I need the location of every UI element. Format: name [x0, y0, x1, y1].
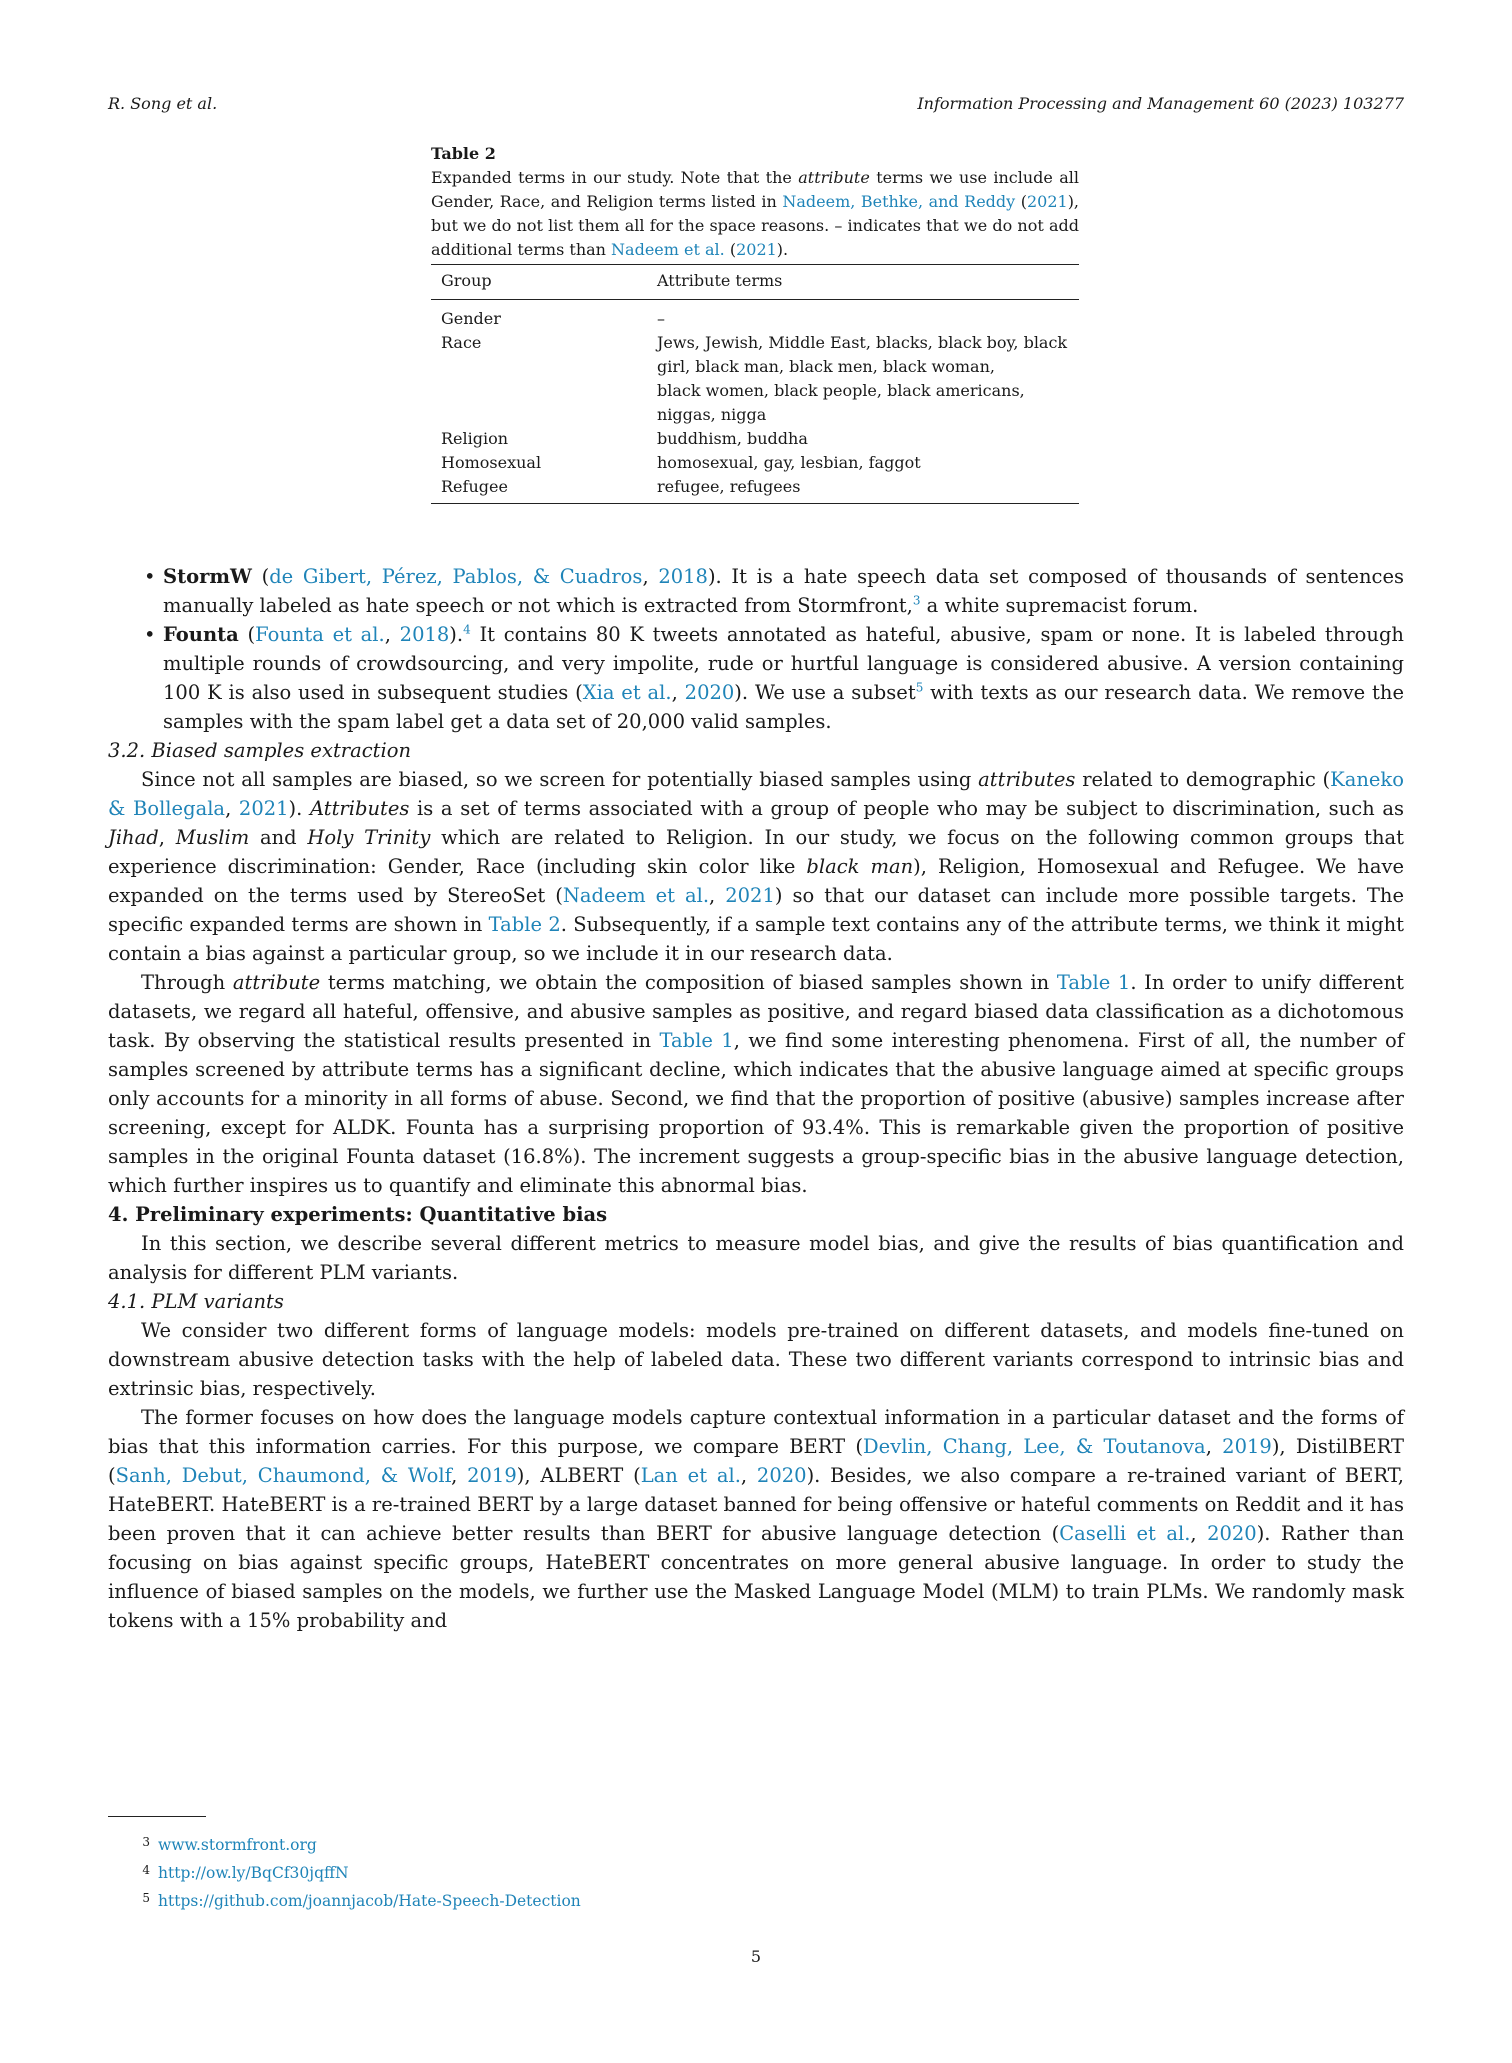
citation-link[interactable]: de Gibert, Pérez, Pablos, & Cuadros: [269, 565, 643, 588]
section-heading-3-2: 3.2. Biased samples extraction: [108, 739, 412, 762]
paragraph: [108, 968, 1404, 1200]
table-ref-link[interactable]: Table 1: [1056, 971, 1131, 994]
citation-year-link[interactable]: 2019: [467, 1464, 517, 1487]
footnote-number: 4: [142, 1863, 150, 1877]
emphasis: black man: [806, 855, 914, 878]
table-label: Table 2: [431, 144, 496, 163]
citation-link[interactable]: Nadeem et al.: [611, 240, 725, 259]
citation-link[interactable]: Nadeem, Bethke, and Reddy: [782, 192, 1016, 211]
terms-cell: Jews, Jewish, Middle East, blacks, black boy, black girl, black man, black men, black woman, black women, black people, black americans, niggas, nigga: [657, 333, 1068, 424]
caption-text: (: [1015, 192, 1027, 211]
body-text: ,: [709, 884, 726, 907]
table-row: [431, 427, 1079, 451]
terms-cell: buddhism, buddha: [657, 429, 808, 448]
body-text: ) so that our dataset can include more possible targets. The specific expanded terms are shown in: [108, 884, 1405, 936]
paragraph: [108, 1403, 1404, 1635]
citation-link[interactable]: Kaneko & Bollegala: [108, 768, 1404, 820]
footnote-item: [108, 1886, 581, 1914]
terms-table: [431, 264, 1079, 504]
running-header: [108, 94, 1404, 113]
citation-year-link[interactable]: 2021: [736, 240, 777, 259]
caption-text: ), but we do not list them all for the space reasons. – indicates that we do not add additional terms than: [431, 192, 1080, 259]
table-header-row: [431, 265, 1079, 300]
body-text: ,: [1190, 1522, 1208, 1545]
citation-year-link[interactable]: 2018: [658, 565, 708, 588]
body-text: and: [249, 826, 308, 849]
group-cell: Religion: [441, 429, 509, 448]
caption-emphasis: attribute: [798, 168, 870, 187]
body-text: ), Religion, Homosexual and Refugee. We have expanded on the terms used by StereoSet (: [108, 855, 1404, 907]
citation-year-link[interactable]: 2020: [756, 1464, 807, 1487]
main-body: [108, 562, 1404, 1635]
page-number: 5: [750, 1947, 762, 1966]
body-text: ,: [671, 681, 685, 704]
body-text: ). It is a hate speech data set composed of thousands of sentences manually labeled as hate speech or not which is extracted from Stormfront,: [163, 565, 1404, 617]
column-header-terms: Attribute terms: [647, 265, 1079, 300]
body-text: which are related to Religion. In our study, we focus on the following common groups that experience discrimination: Gender, Race (including skin color like: [108, 826, 1404, 878]
column-header-group: Group: [431, 265, 647, 300]
footnote-link[interactable]: https://github.com/joannjacob/Hate-Speech-Detection: [158, 1892, 581, 1910]
body-text: ,: [451, 1464, 468, 1487]
footnote-item: [108, 1830, 581, 1858]
body-text: . Subsequently, if a sample text contains any of the attribute terms, we think it might contain a bias against a particular group, so we include it in our research data.: [108, 913, 1404, 965]
footnote-item: [108, 1858, 581, 1886]
section-heading-4: 4. Preliminary experiments: Quantitative bias: [108, 1203, 608, 1226]
footnotes: [108, 1830, 581, 1914]
body-text: . In order to unify different datasets, we regard all hateful, offensive, and abusive samples as positive, and regard biased data classification as a dichotomous task. By observing the statistical results presented in: [108, 971, 1404, 1052]
body-text: ).: [288, 797, 310, 820]
section-heading-4-1: 4.1. PLM variants: [108, 1290, 284, 1313]
emphasis: attributes: [978, 768, 1076, 791]
body-text: Since not all samples are biased, so we screen for potentially biased samples using: [141, 768, 979, 791]
body-text: with texts as our research data. We remove the samples with the spam label get a data set of 20,000 valid samples.: [163, 681, 1404, 733]
body-text: terms matching, we obtain the composition of biased samples shown in: [320, 971, 1057, 994]
citation-year-link[interactable]: 2018: [399, 623, 450, 646]
body-text: (: [251, 565, 270, 588]
footnote-link[interactable]: www.stormfront.org: [158, 1836, 317, 1854]
table-row: [431, 300, 1079, 332]
footnote-ref[interactable]: 4: [463, 622, 471, 637]
body-text: (: [238, 623, 256, 646]
body-text: is a set of terms associated with a group of people who may be subject to discrimination, such as: [409, 797, 1404, 820]
emphasis: Muslim: [175, 826, 250, 849]
paragraph: [108, 765, 1404, 968]
caption-text: ).: [776, 240, 789, 259]
citation-link[interactable]: Xia et al.: [582, 681, 672, 704]
paragraph: In this section, we describe several different metrics to measure model bias, and give the results of bias quantification and analysis for different PLM variants.: [108, 1232, 1404, 1284]
citation-link[interactable]: Devlin, Chang, Lee, & Toutanova: [863, 1435, 1206, 1458]
footnote-number: 5: [142, 1891, 150, 1905]
dataset-bullet-stormw: [108, 562, 1404, 620]
emphasis: attribute: [232, 971, 321, 994]
caption-text: terms we use include all Gender, Race, and Religion terms listed in: [431, 168, 1080, 211]
table-ref-link[interactable]: Table 2: [488, 913, 561, 936]
group-cell: Homosexual: [441, 453, 542, 472]
body-text: ,: [384, 623, 400, 646]
body-text: ,: [1205, 1435, 1223, 1458]
caption-text: (: [724, 240, 737, 259]
footnote-ref[interactable]: 5: [915, 680, 924, 695]
emphasis: Attributes: [310, 797, 410, 820]
terms-cell: homosexual, gay, lesbian, faggot: [657, 453, 921, 472]
body-text: ), ALBERT (: [516, 1464, 641, 1487]
table-row: [431, 331, 1079, 427]
header-authors: R. Song et al.: [108, 94, 218, 113]
table-caption: [431, 166, 1079, 262]
citation-year-link[interactable]: 2021: [238, 797, 289, 820]
citation-year-link[interactable]: 2021: [1026, 192, 1068, 211]
body-text: ). Besides, we also compare a re-trained variant of BERT, HateBERT. HateBERT is a re-trained BERT by a large dataset banned for being offensive or hateful comments on Reddit and it has been proven that it can achieve better results than BERT for abusive language detection (: [108, 1464, 1405, 1545]
body-text: related to demographic (: [1075, 768, 1331, 791]
dataset-name: Founta: [163, 623, 239, 646]
table-row: [431, 451, 1079, 475]
citation-link[interactable]: Sanh, Debut, Chaumond, & Wolf: [115, 1464, 452, 1487]
table-2: [431, 142, 1079, 504]
header-journal: Information Processing and Management 60 (2023) 103277: [917, 94, 1404, 113]
group-cell: Refugee: [441, 477, 508, 496]
body-text: ), DistilBERT (: [108, 1435, 1404, 1487]
citation-year-link[interactable]: 2020: [684, 681, 735, 704]
body-text: ,: [158, 826, 176, 849]
citation-year-link[interactable]: 2020: [1207, 1522, 1257, 1545]
paragraph: We consider two different forms of language models: models pre-trained on different datasets, and models fine-tuned on downstream abusive detection tasks with the help of labeled data. These two different variants correspond to intrinsic bias and extrinsic bias, respectively.: [108, 1319, 1404, 1400]
footnote-number: 3: [142, 1835, 150, 1849]
footnote-ref[interactable]: 3: [912, 593, 921, 608]
bullet-icon: •: [144, 565, 156, 588]
group-cell: Gender: [441, 309, 501, 328]
bullet-icon: •: [144, 623, 156, 646]
dataset-bullet-founta: [108, 620, 1404, 736]
terms-cell: refugee, refugees: [657, 477, 801, 496]
citation-link[interactable]: Caselli et al.: [1059, 1522, 1191, 1545]
body-text: It contains 80 K tweets annotated as hateful, abusive, spam or none. It is labeled through multiple rounds of crowdsourcing, and very impolite, rude or hurtful language is considered abusive. A version containing 100 K is also used in subsequent studies (: [163, 623, 1404, 704]
body-text: ). We use a subset: [734, 681, 916, 704]
body-text: a white supremacist forum.: [920, 594, 1199, 617]
citation-year-link[interactable]: 2019: [1222, 1435, 1272, 1458]
citation-link[interactable]: Lan et al.: [640, 1464, 741, 1487]
terms-cell: –: [657, 309, 665, 328]
emphasis: Holy Trinity: [307, 826, 431, 849]
table-ref-link[interactable]: Table 1: [659, 1029, 734, 1052]
body-text: ).: [449, 623, 464, 646]
citation-year-link[interactable]: 2021: [725, 884, 775, 907]
citation-link[interactable]: Founta et al.: [255, 623, 385, 646]
body-text: ,: [225, 797, 239, 820]
group-cell: Race: [441, 333, 482, 352]
body-text: Through: [141, 971, 233, 994]
table-row: [431, 475, 1079, 504]
dataset-name: StormW: [163, 565, 252, 588]
body-text: ,: [642, 565, 659, 588]
body-text: ). Rather than focusing on bias against specific groups, HateBERT concentrates on more general abusive language. In order to study the influence of biased samples on the models, we further use the Masked Language Model (MLM) to train PLMs. We randomly mask tokens with a 15% probability and: [108, 1522, 1404, 1632]
footnote-divider: [108, 1816, 206, 1817]
emphasis: Jihad: [108, 826, 159, 849]
caption-text: Expanded terms in our study. Note that the: [431, 168, 799, 187]
body-text: , we find some interesting phenomena. First of all, the number of samples screened by attribute terms has a significant decline, which indicates that the abusive language aimed at specific groups only accounts for a minority in all forms of abuse. Second, we find that the proportion of positive (abusive) samples increase after screening, except for ALDK. Founta has a surprising proportion of 93.4%. This is remarkable given the proportion of positive samples in the original Founta dataset (16.8%). The increment suggests a group-specific bias in the abusive language detection, which further inspires us to quantify and eliminate this abnormal bias.: [108, 1029, 1405, 1197]
citation-link[interactable]: Nadeem et al.: [562, 884, 710, 907]
footnote-link[interactable]: http://ow.ly/BqCf30jqffN: [158, 1864, 349, 1882]
body-text: The former focuses on how does the language models capture contextual information in a particular dataset and the forms of bias that this information carries. For this purpose, we compare BERT (: [108, 1406, 1404, 1458]
body-text: ,: [740, 1464, 757, 1487]
